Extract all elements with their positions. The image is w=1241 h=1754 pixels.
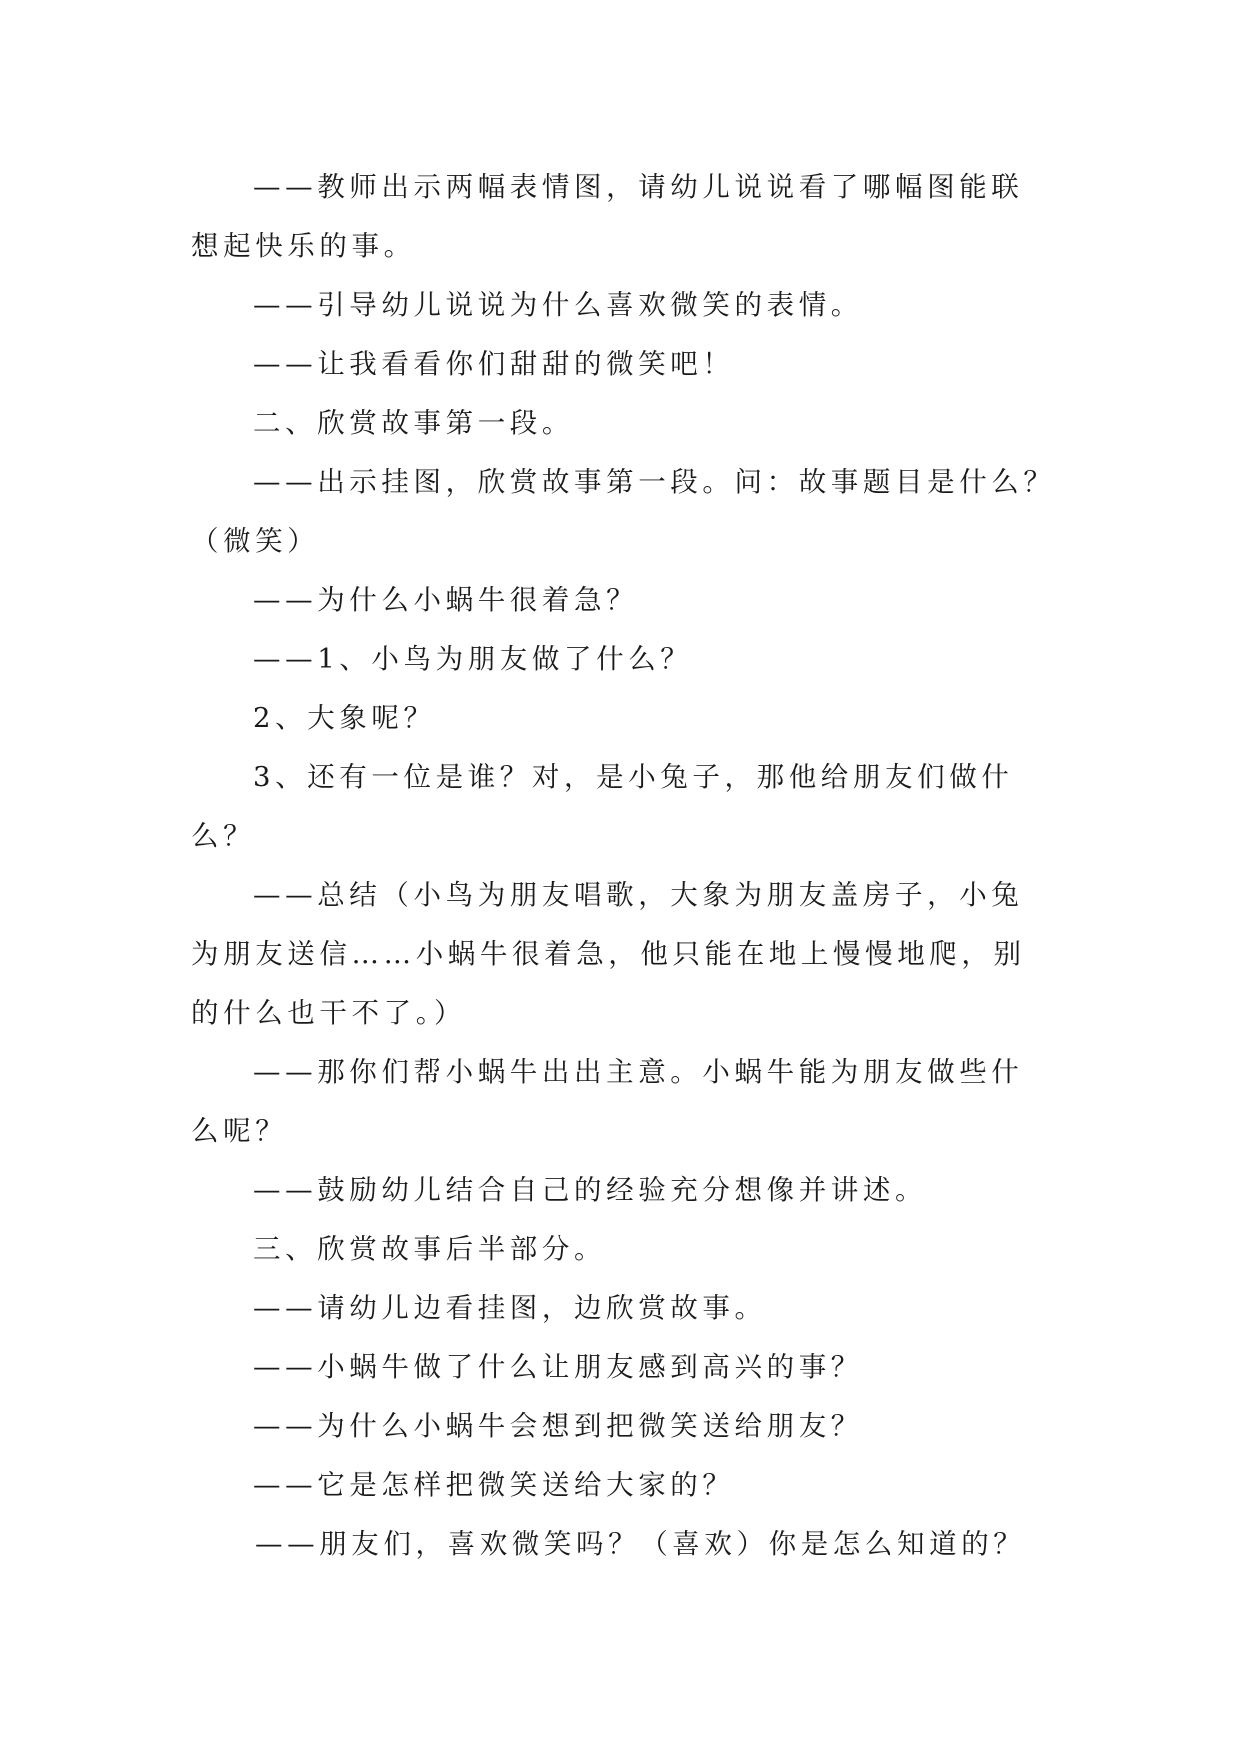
paragraph-line: ——出示挂图，欣赏故事第一段。问：故事题目是什么？ [253, 466, 1056, 498]
paragraph-line: 的什么也干不了。） [191, 997, 467, 1029]
paragraph-line: ——朋友们，喜欢微笑吗？（喜欢）你是怎么知道的？ [255, 1528, 1026, 1560]
paragraph-line: 为朋友送信……小蜗牛很着急，他只能在地上慢慢地爬，别 [191, 938, 1026, 970]
paragraph-line: 想起快乐的事。 [191, 230, 416, 262]
paragraph-line: ——让我看看你们甜甜的微笑吧！ [253, 348, 735, 380]
section-heading: 二、欣赏故事第一段。 [253, 407, 574, 439]
paragraph-line: ——小蜗牛做了什么让朋友感到高兴的事？ [253, 1351, 863, 1383]
paragraph-line: ——总结（小鸟为朋友唱歌，大象为朋友盖房子，小兔 [253, 879, 1024, 911]
document-body [191, 158, 1071, 1574]
paragraph-line: ——为什么小蜗牛很着急？ [253, 584, 639, 616]
paragraph-line: ——鼓励幼儿结合自己的经验充分想像并讲述。 [253, 1174, 928, 1206]
paragraph-line: 么？ [191, 820, 256, 852]
paragraph-line: ——请幼儿边看挂图，边欣赏故事。 [253, 1292, 767, 1324]
paragraph-line: ——引导幼儿说说为什么喜欢微笑的表情。 [253, 289, 863, 321]
paragraph-line: （微笑） [191, 525, 320, 557]
paragraph-line: ——1、小鸟为朋友做了什么？ [253, 643, 693, 675]
paragraph-line: ——那你们帮小蜗牛出出主意。小蜗牛能为朋友做些什 [253, 1056, 1024, 1088]
paragraph-line: ——教师出示两幅表情图，请幼儿说说看了哪幅图能联 [253, 171, 1024, 203]
section-heading: 三、欣赏故事后半部分。 [253, 1233, 607, 1265]
paragraph-line: 2、大象呢？ [253, 702, 436, 734]
paragraph-line: 么呢？ [191, 1115, 288, 1147]
paragraph-line: 3、还有一位是谁？对，是小兔子，那他给朋友们做什 [253, 761, 1014, 793]
paragraph-line: ——为什么小蜗牛会想到把微笑送给朋友？ [253, 1410, 863, 1442]
paragraph-line: ——它是怎样把微笑送给大家的？ [253, 1469, 735, 1501]
